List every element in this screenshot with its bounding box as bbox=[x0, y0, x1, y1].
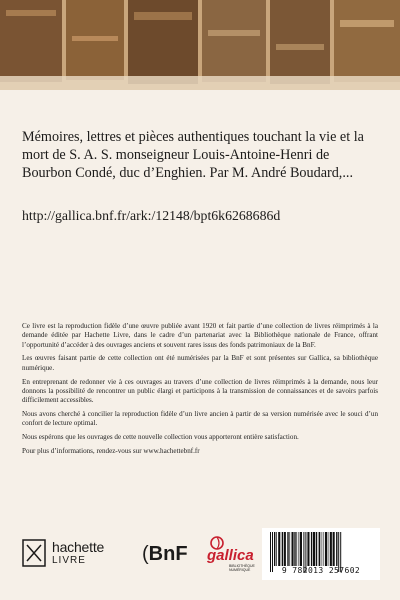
bnf-wordmark bbox=[142, 541, 188, 567]
barcode-bar bbox=[321, 532, 322, 566]
barcode-bar bbox=[287, 532, 288, 566]
barcode-bar bbox=[276, 532, 277, 566]
bnf-logo bbox=[142, 541, 198, 569]
barcode-bar bbox=[325, 532, 327, 566]
barcode-bar bbox=[292, 532, 294, 566]
paragraph: Nous avons cherché à concilier la reproduction fidèle d’un livre ancien à partir de sa version numérisée avec le souci d’un confort de lecture optimal. bbox=[22, 410, 378, 428]
paragraph: Pour plus d’informations, rendez-vous sur www.hachettebnf.fr bbox=[22, 447, 200, 456]
barcode-bar bbox=[299, 532, 300, 566]
cover-bookshelf-image bbox=[0, 0, 400, 90]
barcode-bar bbox=[294, 532, 295, 566]
paragraph: Nous espérons que les ouvrages de cette nouvelle collection vous apporteront entière satisfaction. bbox=[22, 433, 299, 442]
paragraph: Ce livre est la reproduction fidèle d’une œuvre publiée avant 1920 et fait partie d’une collection de livres réimprimés à la demande éditée par Hachette Livre, dans le cadre d’un partenariat avec la Bibliothèque nationale de France, offrant l’opportunité d’accéder à des ouvrages anciens et souvent rares issus des fonds patrimoniaux de la BnF. bbox=[22, 322, 378, 349]
gallica-logo bbox=[207, 535, 269, 571]
livre-wordmark: LIVRE bbox=[52, 555, 86, 566]
barcode-number: 9 782013 257602 bbox=[281, 566, 361, 575]
barcode-bar bbox=[323, 532, 324, 566]
barcode-bar bbox=[282, 532, 283, 566]
barcode-bar bbox=[333, 532, 335, 566]
gallica-wordmark: gallica bbox=[207, 547, 254, 564]
paragraph: Les œuvres faisant partie de cette collection ont été numérisées par la BnF et sont présentes sur Gallica, sa bibliothèque numérique. bbox=[22, 354, 378, 372]
gallica-subtitle-1: BIBLIOTHÈQUE bbox=[229, 564, 255, 568]
gallica-url[interactable]: http://gallica.bnf.fr/ark:/12148/bpt6k6268686d bbox=[22, 208, 281, 223]
barcode-bar bbox=[313, 532, 315, 566]
barcode-bar bbox=[311, 532, 312, 566]
barcode-bar bbox=[274, 532, 275, 566]
paragraph: En entreprenant de redonner vie à ces ouvrages au travers d’une collection de livres réimprimés à la demande, nous leur donnons la possibilité de rencontrer un public élargi et participons à la transmission de connaissances et de savoirs parfois difficilement accessibles. bbox=[22, 377, 378, 405]
bnf-bracket-icon: ( bbox=[142, 543, 149, 565]
barcode-bar bbox=[316, 532, 317, 566]
barcode-bar bbox=[289, 532, 290, 566]
hachette-emblem-icon bbox=[22, 539, 46, 567]
barcode-bar bbox=[296, 532, 297, 566]
barcode-bar bbox=[319, 532, 320, 566]
barcode-bar bbox=[307, 532, 309, 566]
hachette-wordmark: hachette bbox=[52, 539, 105, 555]
barcode-bar bbox=[336, 532, 337, 566]
barcode-bar bbox=[278, 532, 280, 566]
barcode-bar bbox=[300, 532, 302, 566]
barcode-bar bbox=[284, 532, 286, 566]
hachette-livre-logo bbox=[22, 539, 132, 569]
description-text bbox=[22, 322, 378, 461]
book-title: Mémoires, lettres et pièces authentiques touchant la vie et la mort de S. A. S. monseigneur Louis-Antoine-Henri de Bourbon Condé, duc d’Enghien. Par M. André Boudard,... bbox=[22, 129, 364, 181]
gallica-subtitle-2: NUMÉRIQUE bbox=[229, 568, 251, 572]
barcode-bar bbox=[330, 532, 332, 566]
bnf-text: BnF bbox=[148, 543, 188, 565]
barcode-bar bbox=[328, 532, 329, 566]
